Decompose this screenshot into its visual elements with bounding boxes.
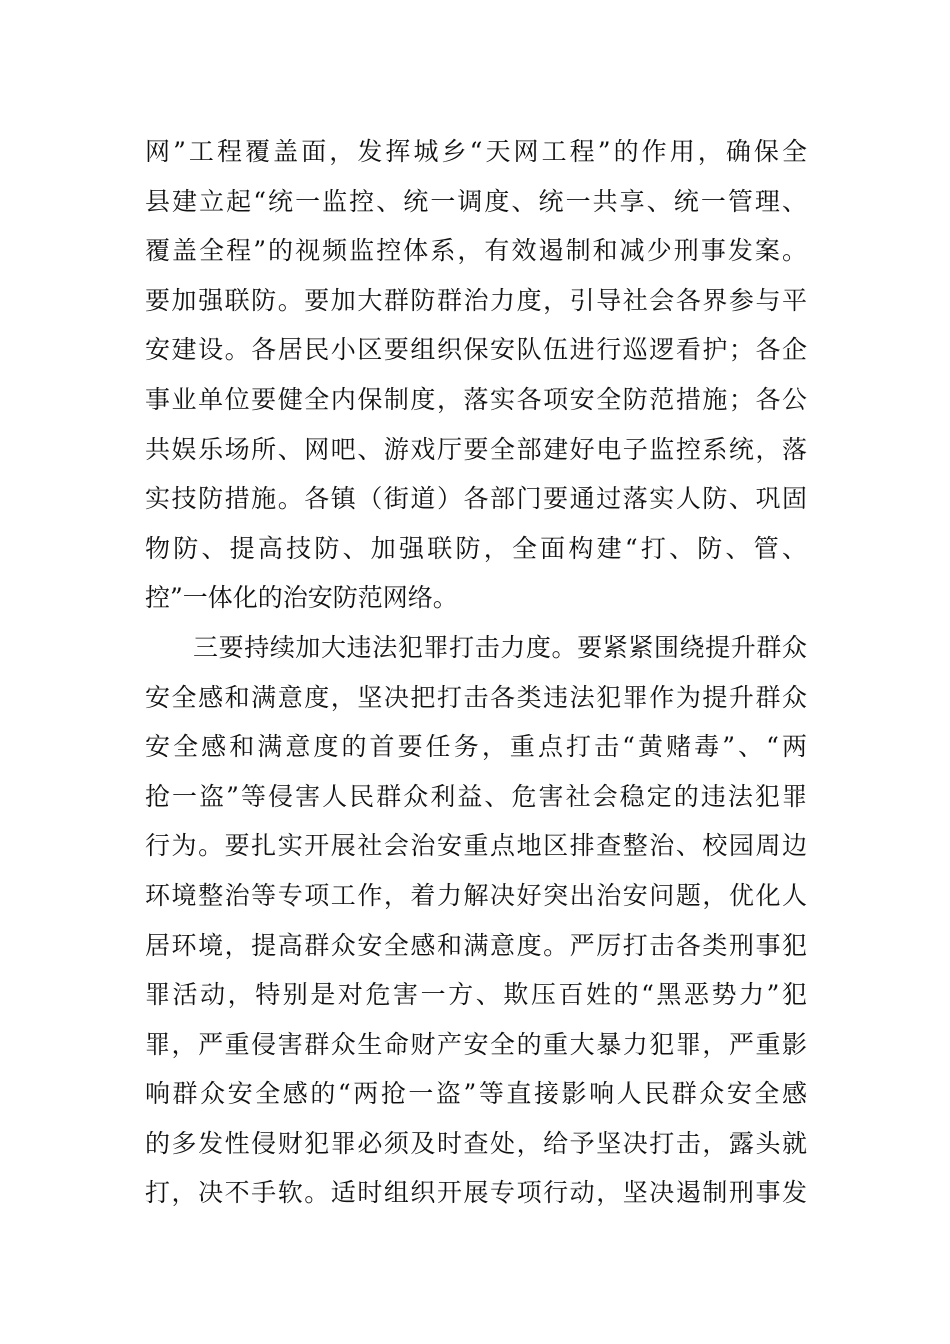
text-line: 三要持续加大违法犯罪打击力度。要紧紧围绕提升群众	[193, 632, 807, 662]
text-line: 安全感和满意度，坚决把打击各类违法犯罪作为提升群众	[145, 682, 807, 712]
text-line: 网”工程覆盖面，发挥城乡“天网工程”的作用，确保全	[145, 137, 807, 166]
text-line: 控”一体化的治安防范网络。	[145, 583, 458, 613]
text-line: 打，决不手软。适时组织开展专项行动，坚决遏制刑事发	[145, 1178, 807, 1208]
text-line: 要加强联防。要加大群防群治力度，引导社会各界参与平	[145, 285, 807, 315]
text-line: 县建立起“统一监控、统一调度、统一共享、统一管理、	[145, 186, 807, 216]
text-line: 实技防措施。各镇（街道）各部门要通过落实人防、巩固	[145, 484, 807, 514]
text-line: 环境整治等专项工作，着力解决好突出治安问题，优化人	[145, 880, 807, 910]
document-page	[145, 127, 807, 1218]
text-line: 事业单位要健全内保制度，落实各项安全防范措施；各公	[145, 384, 807, 414]
text-line: 安全感和满意度的首要任务，重点打击“黄赌毒”、“两	[145, 732, 807, 762]
text-line: 罪活动，特别是对危害一方、欺压百姓的“黑恶势力”犯	[145, 980, 807, 1010]
text-line: 行为。要扎实开展社会治安重点地区排查整治、校园周边	[145, 831, 807, 861]
text-line: 居环境，提高群众安全感和满意度。严厉打击各类刑事犯	[145, 930, 807, 960]
text-line: 的多发性侵财犯罪必须及时查处，给予坚决打击，露头就	[145, 1128, 807, 1158]
text-line: 物防、提高技防、加强联防，全面构建“打、防、管、	[145, 533, 807, 563]
text-line: 安建设。各居民小区要组织保安队伍进行巡逻看护；各企	[145, 335, 807, 365]
text-line: 抢一盗”等侵害人民群众利益、危害社会稳定的违法犯罪	[145, 781, 807, 811]
text-line: 覆盖全程”的视频监控体系，有效遏制和减少刑事发案。	[145, 236, 807, 266]
text-line: 罪，严重侵害群众生命财产安全的重大暴力犯罪，严重影	[145, 1029, 807, 1059]
text-line: 共娱乐场所、网吧、游戏厅要全部建好电子监控系统，落	[145, 434, 807, 464]
text-line: 响群众安全感的“两抢一盗”等直接影响人民群众安全感	[145, 1079, 807, 1109]
